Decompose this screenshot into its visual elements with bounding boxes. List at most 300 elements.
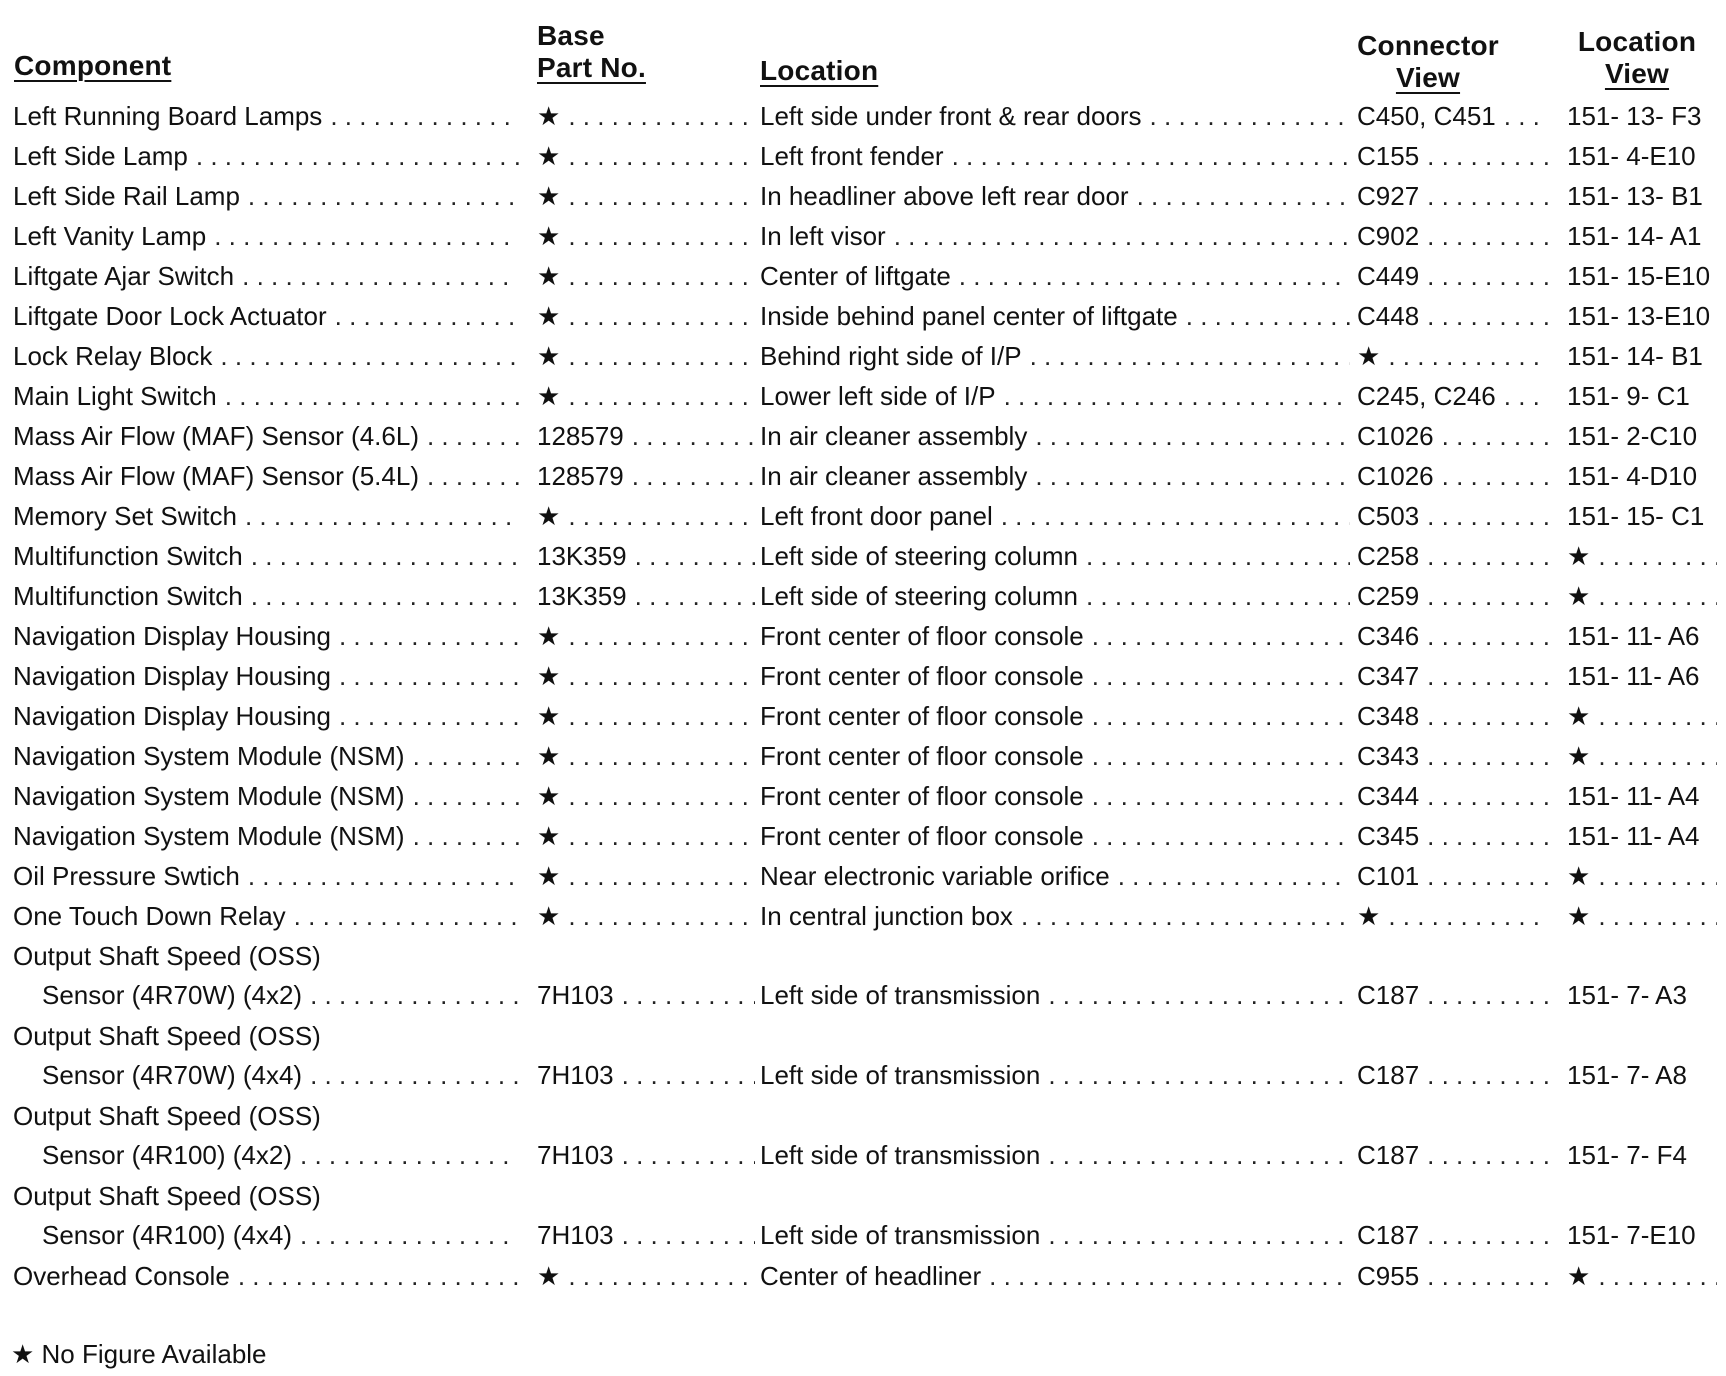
part-number-cell-text: 7H103 (537, 1140, 614, 1170)
table-row-heading (0, 1016, 1726, 1055)
connector-view-cell (1357, 1215, 1548, 1255)
connector-view-cell (1357, 616, 1548, 656)
location-cell-text: In air cleaner assembly (760, 421, 1028, 451)
location-view-cell-text: 151- 13-E10 (1567, 301, 1711, 331)
location-view-cell (1567, 736, 1717, 776)
location-cell (760, 336, 1350, 376)
leader-dots (1419, 1256, 1548, 1296)
part-number-cell-text: ★ (537, 381, 561, 411)
location-cell (760, 256, 1350, 296)
location-view-cell-text: 151- 11- A6 (1567, 661, 1700, 691)
leader-dots (1419, 776, 1548, 816)
table-row (0, 536, 1726, 576)
location-view-cell-text: 151- 7- F4 (1567, 1140, 1687, 1170)
part-number-cell (537, 176, 755, 216)
leader-dots (560, 376, 755, 416)
part-number-cell-text: ★ (537, 301, 561, 331)
location-view-cell-text: 151- 7- A3 (1567, 980, 1687, 1010)
location-view-cell (1567, 336, 1717, 376)
leader-dots (560, 616, 755, 656)
connector-view-cell (1357, 456, 1548, 496)
leader-dots (1027, 416, 1350, 456)
component-cell (13, 216, 519, 256)
leader-dots (240, 176, 519, 216)
part-number-cell (537, 336, 755, 376)
leader-dots (188, 136, 519, 176)
part-number-cell-text: ★ (537, 101, 561, 131)
table-row (0, 816, 1726, 856)
table-row (0, 1135, 1726, 1176)
location-cell-text: Lower left side of I/P (760, 381, 996, 411)
location-view-cell (1567, 1215, 1717, 1255)
location-view-cell-text: 151- 4-D10 (1567, 461, 1698, 491)
location-cell (760, 416, 1350, 456)
component-cell (13, 176, 519, 216)
location-view-cell (1567, 1055, 1717, 1095)
component-cell-text: Liftgate Ajar Switch (13, 261, 235, 291)
leader-dots (1419, 496, 1548, 536)
leader-dots (1110, 856, 1350, 896)
location-cell-text: Left side of steering column (760, 541, 1078, 571)
location-view-cell-text: 151- 15- C1 (1567, 501, 1705, 531)
part-number-cell (537, 616, 755, 656)
leader-dots (302, 975, 519, 1015)
location-view-cell-text: 151- 4-E10 (1567, 141, 1696, 171)
connector-view-cell-text: C448 (1357, 301, 1420, 331)
location-view-cell (1567, 256, 1717, 296)
connector-view-cell (1357, 376, 1548, 416)
part-number-cell (537, 776, 755, 816)
leader-dots (1419, 576, 1548, 616)
header-location-view-line2: View (1604, 58, 1670, 89)
part-number-cell (537, 1256, 755, 1296)
leader-dots (1040, 1135, 1350, 1175)
leader-dots (614, 975, 755, 1015)
leader-dots (1590, 856, 1717, 896)
connector-view-cell-text: C245, C246 (1357, 381, 1496, 411)
leader-dots (1027, 456, 1350, 496)
component-cell (13, 856, 519, 896)
part-number-cell-text: ★ (537, 821, 561, 851)
leader-dots (560, 296, 755, 336)
component-cell-text: Sensor (4R70W) (4x2) (42, 980, 303, 1010)
leader-dots (886, 216, 1350, 256)
part-number-cell (537, 696, 755, 736)
location-view-cell (1567, 216, 1717, 256)
table-row-heading (0, 1176, 1726, 1215)
leader-dots (1380, 336, 1548, 376)
part-number-cell (537, 96, 755, 136)
leader-dots (212, 336, 519, 376)
location-view-cell-text: ★ (1567, 861, 1591, 891)
connector-view-cell-text: C902 (1357, 221, 1420, 251)
leader-dots (560, 656, 755, 696)
leader-dots (1084, 696, 1350, 736)
location-view-cell-text: ★ (1567, 581, 1591, 611)
table-row (0, 96, 1726, 136)
table-row (0, 736, 1726, 776)
connector-view-cell-text: C348 (1357, 701, 1420, 731)
leader-dots (327, 296, 519, 336)
location-cell (760, 975, 1350, 1015)
table-row (0, 136, 1726, 176)
location-view-cell (1567, 96, 1717, 136)
part-number-cell-text: 128579 (537, 461, 624, 491)
table-row (0, 656, 1726, 696)
connector-view-cell (1357, 1256, 1548, 1296)
location-cell-text: In left visor (760, 221, 886, 251)
location-cell (760, 696, 1350, 736)
table-row (0, 1215, 1726, 1256)
part-number-cell-text: ★ (537, 661, 561, 691)
component-cell-text: Navigation Display Housing (13, 621, 331, 651)
leader-dots (1022, 336, 1350, 376)
connector-view-cell-text: C187 (1357, 1220, 1420, 1250)
location-cell (760, 776, 1350, 816)
location-view-cell-text: ★ (1567, 741, 1591, 771)
connector-view-cell-text: C345 (1357, 821, 1420, 851)
header-connector-line2: View (1395, 62, 1461, 93)
location-cell (760, 656, 1350, 696)
location-cell-text: In air cleaner assembly (760, 461, 1028, 491)
leader-dots (1590, 736, 1717, 776)
table-row (0, 975, 1726, 1016)
connector-view-cell-text: C187 (1357, 980, 1420, 1010)
component-cell-text: Mass Air Flow (MAF) Sensor (4.6L) (13, 421, 419, 451)
location-view-cell (1567, 296, 1717, 336)
connector-view-cell (1357, 856, 1548, 896)
connector-view-cell-text: C955 (1357, 1261, 1420, 1291)
table-row (0, 776, 1726, 816)
location-cell (760, 616, 1350, 656)
leader-dots (1419, 136, 1548, 176)
leader-dots (234, 256, 519, 296)
component-cell-text: Sensor (4R100) (4x4) (42, 1220, 292, 1250)
leader-dots (405, 776, 519, 816)
location-cell-text: Left front door panel (760, 501, 993, 531)
table-row (0, 1055, 1726, 1096)
location-view-cell (1567, 696, 1717, 736)
header-component (14, 50, 171, 82)
table-row (0, 456, 1726, 496)
part-number-cell (537, 376, 755, 416)
location-cell (760, 376, 1350, 416)
part-number-cell-text: ★ (537, 501, 561, 531)
leader-dots (1380, 896, 1548, 936)
part-number-cell-text: 7H103 (537, 1060, 614, 1090)
part-number-cell-text: 128579 (537, 421, 624, 451)
component-cell (13, 736, 519, 776)
location-view-cell-text: 151- 13- F3 (1567, 101, 1702, 131)
leader-dots (243, 536, 519, 576)
leader-dots (996, 376, 1350, 416)
component-cell-text: Sensor (4R100) (4x2) (42, 1140, 292, 1170)
leader-dots (1013, 896, 1350, 936)
connector-view-cell (1357, 416, 1548, 456)
connector-view-cell (1357, 336, 1548, 376)
location-view-cell-text: 151- 7-E10 (1567, 1220, 1696, 1250)
part-number-cell-text: 7H103 (537, 980, 614, 1010)
location-cell-text: Near electronic variable orifice (760, 861, 1110, 891)
leader-dots (560, 776, 755, 816)
location-view-cell (1567, 776, 1717, 816)
table-row (0, 1256, 1726, 1296)
header-component-label: Component (14, 50, 172, 81)
leader-dots (331, 616, 519, 656)
leader-dots (1419, 656, 1548, 696)
component-cell-text: Multifunction Switch (13, 541, 243, 571)
table-body (0, 96, 1726, 1296)
component-cell (42, 1215, 519, 1255)
location-cell-text: Left side of transmission (760, 1060, 1041, 1090)
leader-dots (560, 696, 755, 736)
leader-dots (1496, 376, 1548, 416)
component-cell (13, 776, 519, 816)
location-view-cell (1567, 816, 1717, 856)
leader-dots (1590, 696, 1717, 736)
location-view-cell-text: ★ (1567, 541, 1591, 571)
component-cell-text: Left Running Board Lamps (13, 101, 323, 131)
location-cell (760, 856, 1350, 896)
location-cell-text: In headliner above left rear door (760, 181, 1129, 211)
leader-dots (419, 456, 519, 496)
component-cell-text: Navigation System Module (NSM) (13, 741, 405, 771)
table-row (0, 256, 1726, 296)
connector-view-cell (1357, 136, 1548, 176)
component-cell (13, 376, 519, 416)
connector-view-cell-text: C927 (1357, 181, 1420, 211)
leader-dots (1419, 536, 1548, 576)
location-view-cell-text: 151- 14- A1 (1567, 221, 1702, 251)
connector-view-cell-text: ★ (1357, 901, 1381, 931)
connector-view-cell-text: C101 (1357, 861, 1420, 891)
location-view-cell-text: 151- 15-E10 (1567, 261, 1711, 291)
leader-dots (286, 896, 519, 936)
leader-dots (1419, 696, 1548, 736)
location-view-cell (1567, 856, 1717, 896)
leader-dots (1419, 216, 1548, 256)
component-cell-text: Navigation Display Housing (13, 701, 331, 731)
header-base-part-line1: Base (537, 20, 605, 51)
connector-view-cell (1357, 176, 1548, 216)
component-cell (13, 1256, 519, 1296)
leader-dots (1590, 1256, 1717, 1296)
location-cell-text: Left side of transmission (760, 1220, 1041, 1250)
component-cell (13, 416, 519, 456)
leader-dots (560, 136, 755, 176)
location-view-cell-text: 151- 7- A8 (1567, 1060, 1687, 1090)
location-cell-text: Left front fender (760, 141, 944, 171)
leader-dots (624, 456, 755, 496)
location-view-cell-text: 151- 11- A6 (1567, 621, 1700, 651)
location-cell (760, 536, 1350, 576)
component-cell-text: One Touch Down Relay (13, 901, 286, 931)
component-cell-text: Output Shaft Speed (OSS) (13, 1021, 321, 1051)
leader-dots (614, 1135, 755, 1175)
leader-dots (243, 576, 519, 616)
part-number-cell (537, 296, 755, 336)
part-number-cell (537, 816, 755, 856)
leader-dots (951, 256, 1350, 296)
location-cell-text: Left side of transmission (760, 980, 1041, 1010)
connector-view-cell (1357, 296, 1548, 336)
location-view-cell (1567, 416, 1717, 456)
leader-dots (292, 1215, 519, 1255)
location-view-cell-text: 151- 14- B1 (1567, 341, 1703, 371)
part-number-cell (537, 1215, 755, 1255)
leader-dots (993, 496, 1350, 536)
table-row-heading (0, 1096, 1726, 1135)
part-number-cell-text: ★ (537, 221, 561, 251)
component-cell-text: Navigation System Module (NSM) (13, 781, 405, 811)
component-cell-text: Lock Relay Block (13, 341, 213, 371)
table-row (0, 376, 1726, 416)
leader-dots (624, 416, 755, 456)
connector-view-cell-text: C187 (1357, 1060, 1420, 1090)
connector-view-cell (1357, 696, 1548, 736)
location-view-cell-text: 151- 2-C10 (1567, 421, 1698, 451)
location-cell (760, 1135, 1350, 1175)
location-view-cell-text: ★ (1567, 701, 1591, 731)
connector-view-cell (1357, 975, 1548, 1015)
location-cell-text: Front center of floor console (760, 661, 1084, 691)
table-row-heading (0, 936, 1726, 975)
component-cell (13, 1096, 519, 1136)
part-number-cell (537, 256, 755, 296)
part-number-cell-text: ★ (537, 901, 561, 931)
connector-view-cell-text: C347 (1357, 661, 1420, 691)
connector-view-cell (1357, 736, 1548, 776)
component-cell (13, 1016, 519, 1056)
location-cell-text: Center of liftgate (760, 261, 951, 291)
table-row (0, 576, 1726, 616)
location-view-cell (1567, 975, 1717, 1015)
leader-dots (230, 1256, 519, 1296)
part-number-cell-text: ★ (537, 1261, 561, 1291)
component-cell-text: Liftgate Door Lock Actuator (13, 301, 327, 331)
part-number-cell (537, 576, 755, 616)
leader-dots (1590, 896, 1717, 936)
connector-view-cell-text: C346 (1357, 621, 1420, 651)
component-cell-text: Left Side Lamp (13, 141, 188, 171)
part-number-cell-text: ★ (537, 861, 561, 891)
component-cell (13, 136, 519, 176)
leader-dots (1590, 536, 1717, 576)
header-location (760, 55, 878, 87)
connector-view-cell (1357, 776, 1548, 816)
leader-dots (419, 416, 519, 456)
leader-dots (206, 216, 519, 256)
component-cell (13, 616, 519, 656)
leader-dots (944, 136, 1350, 176)
location-cell-text: Front center of floor console (760, 821, 1084, 851)
component-cell-text: Multifunction Switch (13, 581, 243, 611)
leader-dots (560, 816, 755, 856)
location-cell-text: Left side under front & rear doors (760, 101, 1142, 131)
connector-view-cell (1357, 256, 1548, 296)
component-cell-text: Output Shaft Speed (OSS) (13, 1181, 321, 1211)
component-cell (13, 496, 519, 536)
component-cell (13, 896, 519, 936)
location-cell (760, 216, 1350, 256)
part-number-cell-text: 7H103 (537, 1220, 614, 1250)
connector-view-cell-text: C1026 (1357, 461, 1434, 491)
location-cell (760, 1055, 1350, 1095)
part-number-cell (537, 216, 755, 256)
leader-dots (1040, 1055, 1350, 1095)
connector-view-cell (1357, 816, 1548, 856)
component-cell-text: Memory Set Switch (13, 501, 237, 531)
table-row (0, 416, 1726, 456)
leader-dots (1434, 416, 1548, 456)
location-view-cell (1567, 496, 1717, 536)
leader-dots (1084, 616, 1350, 656)
leader-dots (981, 1256, 1350, 1296)
leader-dots (217, 376, 519, 416)
part-number-cell-text: ★ (537, 181, 561, 211)
leader-dots (240, 856, 519, 896)
location-view-cell-text: 151- 11- A4 (1567, 821, 1700, 851)
connector-view-cell-text: C187 (1357, 1140, 1420, 1170)
leader-dots (1419, 975, 1548, 1015)
component-cell (13, 96, 519, 136)
header-location-label: Location (760, 55, 879, 86)
leader-dots (292, 1135, 519, 1175)
component-cell-text: Output Shaft Speed (OSS) (13, 1101, 321, 1131)
connector-view-cell-text: C450, C451 (1357, 101, 1496, 131)
location-cell (760, 896, 1350, 936)
leader-dots (1590, 576, 1717, 616)
location-view-cell (1567, 536, 1717, 576)
part-number-cell (537, 896, 755, 936)
location-view-cell-text: 151- 11- A4 (1567, 781, 1700, 811)
location-cell-text: Left side of steering column (760, 581, 1078, 611)
location-cell (760, 176, 1350, 216)
connector-view-cell-text: C449 (1357, 261, 1420, 291)
header-base-part-line2: Part No. (537, 52, 646, 83)
connector-view-cell (1357, 536, 1548, 576)
location-view-cell (1567, 176, 1717, 216)
leader-dots (1419, 256, 1548, 296)
connector-view-cell (1357, 656, 1548, 696)
leader-dots (614, 1055, 755, 1095)
leader-dots (405, 816, 519, 856)
leader-dots (560, 736, 755, 776)
location-cell (760, 456, 1350, 496)
component-cell-text: Output Shaft Speed (OSS) (13, 941, 321, 971)
location-cell-text: Front center of floor console (760, 621, 1084, 651)
leader-dots (302, 1055, 519, 1095)
leader-dots (1084, 776, 1350, 816)
table-row (0, 616, 1726, 656)
location-cell-text: Inside behind panel center of liftgate (760, 301, 1178, 331)
leader-dots (560, 176, 755, 216)
part-number-cell-text: 13K359 (537, 581, 627, 611)
component-cell (13, 536, 519, 576)
location-cell (760, 576, 1350, 616)
leader-dots (1084, 656, 1350, 696)
connector-view-cell-text: C259 (1357, 581, 1420, 611)
leader-dots (1078, 536, 1350, 576)
leader-dots (1419, 1055, 1548, 1095)
location-view-cell-text: ★ (1567, 901, 1591, 931)
leader-dots (627, 536, 755, 576)
connector-view-cell (1357, 896, 1548, 936)
location-view-cell (1567, 1135, 1717, 1175)
component-cell-text: Oil Pressure Swtich (13, 861, 240, 891)
leader-dots (1078, 576, 1350, 616)
leader-dots (322, 96, 519, 136)
